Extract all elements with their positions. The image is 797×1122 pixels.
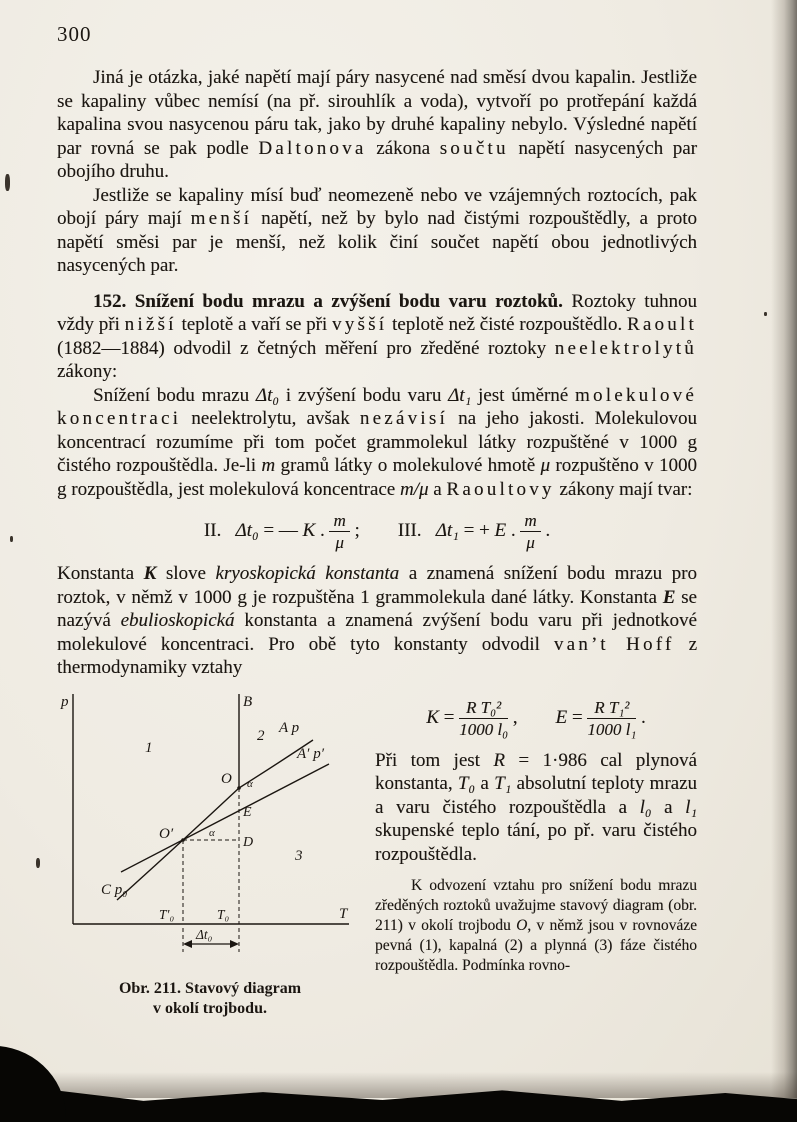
label-angle-alpha-at-O: α: [247, 777, 253, 790]
label-point-E: E: [243, 804, 252, 820]
right-text-column: [363, 688, 697, 1021]
label-delta-t0: Δt₀: [196, 926, 213, 942]
triple-point-O: [237, 786, 241, 790]
label-point-D: D: [243, 834, 254, 850]
label-point-O-prime: O′: [159, 825, 174, 842]
label-B: B: [243, 693, 253, 710]
label-curve-C-p0: C p₀: [101, 881, 128, 898]
label-point-O: O: [221, 770, 232, 787]
paragraph-derivation-smallprint: K odvození vztahu pro snížení bodu mrazu zředěných roztoků uvažujme stavový diagram (obr. 211) v okolí trojbodu O, v němž jsou v rovnováze pevná (1), kapalná (2) a plynná (3) fáze čistého rozpouštědla. Podmínka rovno-: [375, 877, 697, 975]
phase-diagram-figure: [57, 688, 357, 966]
scan-speck: [10, 536, 13, 542]
scan-speck: [36, 858, 40, 868]
figure-caption: [57, 979, 363, 1021]
scan-artifact-right-edge: [771, 0, 797, 1122]
figure-column: [57, 688, 363, 1021]
equation-K-E: K = $\frac{\text{R T₀²}}{\text{1000 l₀}}$ , E = $\frac{\text{R T₁²}}{\text{1000 l₁}}$ .: [426, 697, 646, 739]
paragraph-constants-K-E: Konstanta K slove kryoskopická konstanta a znamená snížení bodu mrazu pro roztok, v němž v 1000 g je rozpuštěna 1 grammolekula dané látky. Konstanta E se nazývá ebulioskopická konstanta a znamená zvýšení bodu varu při jednotkové molekulové koncentraci. Pro obě tyto konstanty odvodil van’t Hoff z thermodynamiky vztahy: [57, 563, 698, 679]
point-O-prime: [181, 838, 185, 842]
label-p-axis: p: [61, 693, 69, 710]
scan-speck: [764, 312, 767, 316]
paragraph-miscible-liquids: Jestliže se kapaliny mísí buď neomezeně nebo ve vzájemných roztocích, pak obojí páry mají menší napětí, než by bylo nad čistými rozpouštědly, a proto napětí směsi par je menší, než kolik činí součet napětí obou jednotlivých nasycených par.: [57, 184, 697, 276]
section-152-heading-paragraph: 152. Snížení bodu mrazu a zvýšení bodu varu roztoků. Roztoky tuhnou vždy při nižší teplotě a vaří se při vyšší teplotě než čisté rozpouštědlo. Raoult (1882—1884) odvodil z četných měření pro zředěné roztoky neelektrolytů zákony:: [57, 290, 697, 382]
text-block: [57, 66, 697, 1020]
label-region-3: 3: [295, 847, 303, 864]
label-region-1: 1: [145, 739, 153, 756]
equation-II-III: II. Δt₀ = — K . $\frac{m}{\mu}$ ; III. Δt₁ = + E . $\frac{m}{\mu}$ .: [203, 511, 551, 553]
label-region-2: 2: [257, 727, 265, 744]
label-t-axis: T: [339, 905, 348, 922]
sublimation-curve: [117, 788, 239, 900]
paragraph-vapor-over-mixtures: Jiná je otázka, jaké napětí mají páry nasycené nad směsí dvou kapalin. Jestliže se kapaliny vůbec nemísí (na př. sirouhlík a voda), vytvoří po protřepání každá kapalina svou nasycenou páru tak, jako by druhé kapaliny nebylo. Výsledné napětí par rovná se pak podle Daltonova zákona součtu napětí nasycených par obojího druhu.: [57, 67, 697, 182]
scan-artifact-bottom-shadow: [0, 1072, 797, 1098]
figure-caption-line1: Obr. 211. Stavový diagram: [118, 979, 302, 997]
two-column-area: [57, 688, 697, 1021]
paragraph-gas-constant: Při tom jest R = 1·986 cal plynová konstanta, T₀ a T₁ absolutní teploty mrazu a varu čistého rozpouštědla a l₀ a l₁ skupenské teplo tání, po př. varu čistého rozpouštědla.: [375, 749, 698, 865]
paragraph-raoult-laws: Snížení bodu mrazu Δt₀ i zvýšení bodu varu Δt₁ jest úměrné molekulové koncentraci neelektrolytu, avšak nezávisí na jeho jakosti. Molekulovou koncentrací rozumíme při tom počet grammolekul látky rozpuštěné v 1000 g čistého rozpouštědla. Je-li m gramů látky o molekulové hmotě μ rozpuštěno v 1000 g rozpouštědla, jest molekulová koncentrace m/μ a Raoultovy zákony mají tvar:: [57, 384, 698, 500]
page-number: 300: [57, 22, 92, 46]
label-angle-alpha-at-E: α: [209, 826, 215, 839]
scan-speck: [5, 174, 10, 191]
label-curve-A-prime-p-prime: A′ p′: [297, 745, 324, 762]
tick-label-T0-prime: T′₀: [159, 906, 175, 922]
tick-label-T0: T₀: [217, 906, 230, 922]
label-curve-A-p: A p: [279, 719, 300, 736]
figure-caption-line2: v okolí trojbodu.: [153, 1000, 267, 1018]
